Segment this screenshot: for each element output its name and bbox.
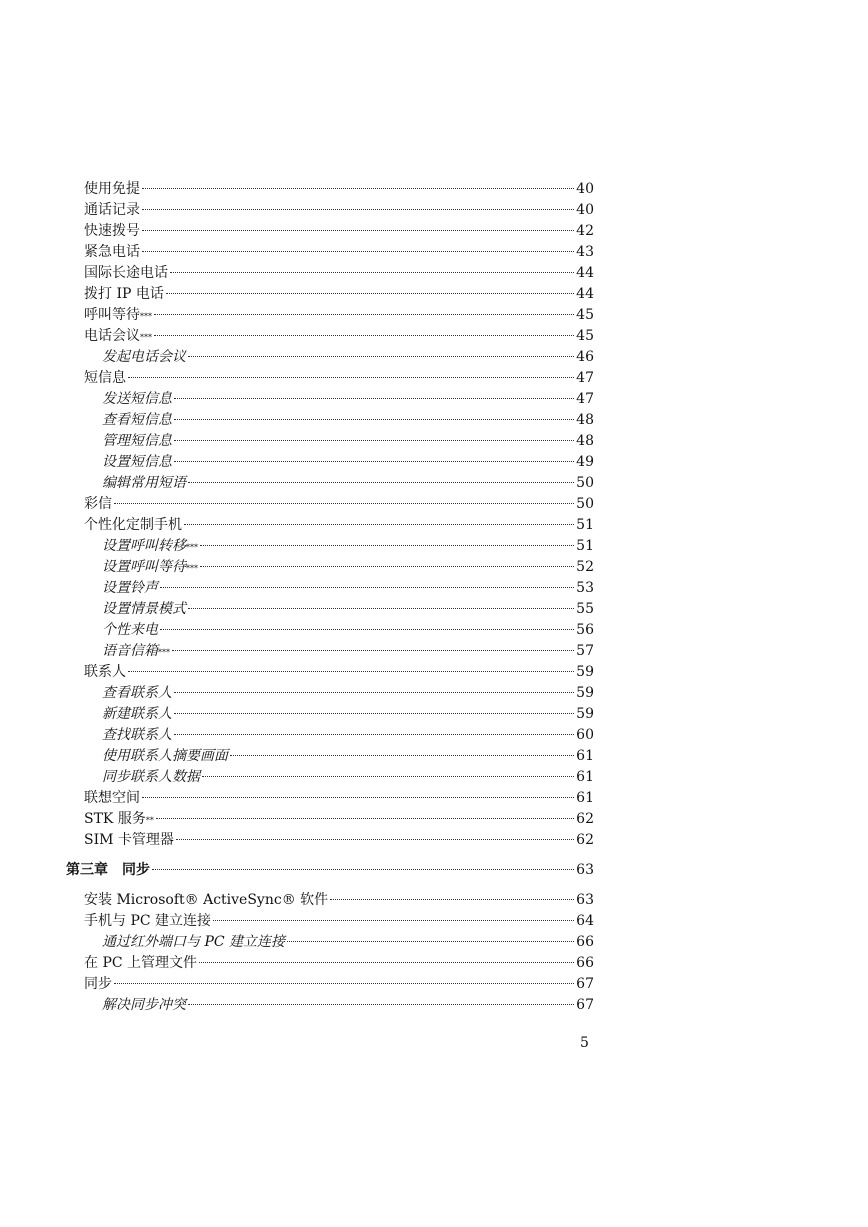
toc-entry-title: 通过红外端口与 PC 建立连接 <box>102 934 286 950</box>
toc-entry-page: 44 <box>576 265 594 281</box>
toc-entry[interactable]: 设置呼叫等待 *** 52 <box>66 557 594 578</box>
dot-leader <box>114 503 574 504</box>
toc-entry-page: 59 <box>576 664 594 680</box>
dot-leader <box>142 797 574 798</box>
toc-entry-page: 53 <box>576 580 594 596</box>
toc-entry-title: 管理短信息 <box>102 433 172 449</box>
toc-entry-title: 发起电话会议 <box>102 349 186 365</box>
toc-entry[interactable] <box>66 932 594 953</box>
toc-entry[interactable] <box>66 830 594 851</box>
toc-entry[interactable]: 设置呼叫转移 *** 51 <box>66 536 594 557</box>
toc-entry-page: 40 <box>576 202 594 218</box>
toc-entry[interactable]: STK 服务 ** 62 <box>66 809 594 830</box>
toc-entry-page: 62 <box>576 811 594 827</box>
dot-leader <box>166 293 574 294</box>
toc-entry-title: 解决同步冲突 <box>102 997 186 1013</box>
toc-entry[interactable] <box>66 683 594 704</box>
toc-entry[interactable] <box>66 410 594 431</box>
toc-entry[interactable] <box>66 599 594 620</box>
toc-entry-page: 57 <box>576 643 594 659</box>
dot-leader <box>154 314 574 315</box>
toc-entry[interactable] <box>66 911 594 932</box>
table-of-contents <box>66 179 594 1016</box>
dot-leader <box>188 482 574 483</box>
toc-entry-title: 紧急电话 <box>84 244 140 260</box>
toc-entry-title: 使用免提 <box>84 181 140 197</box>
dot-leader <box>154 335 574 336</box>
toc-entry-page: 49 <box>576 454 594 470</box>
toc-entry-title: 使用联系人摘要画面 <box>102 748 228 764</box>
toc-entry-title: 设置铃声 <box>102 580 158 596</box>
dot-leader <box>174 461 574 462</box>
toc-entry-page: 51 <box>576 538 594 554</box>
dot-leader <box>174 713 574 714</box>
dot-leader <box>230 755 574 756</box>
dot-leader <box>200 545 574 546</box>
toc-entry[interactable] <box>66 662 594 683</box>
toc-entry-page: 63 <box>576 892 594 908</box>
toc-entry-title: SIM 卡管理器 <box>84 832 174 848</box>
toc-entry-page: 66 <box>576 934 594 950</box>
toc-entry-page: 48 <box>576 433 594 449</box>
toc-entry-title: 联想空间 <box>84 790 140 806</box>
toc-entry-title: 通话记录 <box>84 202 140 218</box>
toc-entry[interactable] <box>66 890 594 911</box>
dot-leader <box>152 869 574 870</box>
toc-entry-title: 同步联系人数据 <box>102 769 200 785</box>
toc-entry[interactable] <box>66 179 594 200</box>
dot-leader <box>172 650 574 651</box>
toc-entry[interactable] <box>66 515 594 536</box>
toc-entry-page: 67 <box>576 997 594 1013</box>
dot-leader <box>142 230 574 231</box>
toc-entry[interactable]: 语音信箱 *** 57 <box>66 641 594 662</box>
dot-leader <box>174 440 574 441</box>
dot-leader <box>174 734 574 735</box>
toc-entry-title: 新建联系人 <box>102 706 172 722</box>
toc-entry-page: 46 <box>576 349 594 365</box>
dot-leader <box>199 962 574 963</box>
toc-entry[interactable] <box>66 473 594 494</box>
page-number: 5 <box>580 1035 589 1051</box>
toc-entry-page: 50 <box>576 496 594 512</box>
toc-entry-page: 48 <box>576 412 594 428</box>
dot-leader <box>287 941 574 942</box>
toc-entry-page: 51 <box>576 517 594 533</box>
dot-leader <box>188 356 574 357</box>
toc-entry[interactable] <box>66 389 594 410</box>
toc-entry[interactable] <box>66 788 594 809</box>
toc-entry-title: 手机与 PC 建立连接 <box>84 913 212 929</box>
toc-entry[interactable] <box>66 284 594 305</box>
toc-entry-title: 同步 <box>84 976 112 992</box>
toc-entry-page: 52 <box>576 559 594 575</box>
toc-entry-page: 56 <box>576 622 594 638</box>
toc-entry[interactable] <box>66 974 594 995</box>
dot-leader <box>142 251 574 252</box>
toc-entry[interactable] <box>66 452 594 473</box>
dot-leader <box>174 398 574 399</box>
toc-entry[interactable] <box>66 953 594 974</box>
toc-entry-page: 60 <box>576 727 594 743</box>
toc-entry-title: 拨打 IP 电话 <box>84 286 164 302</box>
toc-entry-title: 呼叫等待 <box>84 307 140 323</box>
toc-entry-title: 在 PC 上管理文件 <box>84 955 198 971</box>
toc-entry-page: 45 <box>576 307 594 323</box>
toc-entry[interactable] <box>66 578 594 599</box>
dot-leader <box>160 587 574 588</box>
toc-entry-title: 电话会议 <box>84 328 140 344</box>
toc-entry[interactable] <box>66 368 594 389</box>
dot-leader <box>188 1004 574 1005</box>
toc-entry[interactable] <box>66 746 594 767</box>
toc-entry-page: 61 <box>576 790 594 806</box>
toc-entry-title: 发送短信息 <box>102 391 172 407</box>
toc-entry[interactable] <box>66 263 594 284</box>
toc-entry-page: 47 <box>576 391 594 407</box>
toc-entry-title: 查找联系人 <box>102 727 172 743</box>
toc-entry-page: 44 <box>576 286 594 302</box>
dot-leader <box>170 272 574 273</box>
toc-entry-title: 设置短信息 <box>102 454 172 470</box>
toc-entry-title: 国际长途电话 <box>84 265 168 281</box>
toc-entry-title: 设置呼叫等待 <box>102 559 186 575</box>
toc-entry-title: 快速拨号 <box>84 223 140 239</box>
dot-leader <box>114 983 574 984</box>
toc-entry[interactable]: 电话会议 *** 45 <box>66 326 594 347</box>
toc-entry-page: 47 <box>576 370 594 386</box>
toc-entry-page: 55 <box>576 601 594 617</box>
toc-entry-page: 63 <box>576 862 594 878</box>
dot-leader <box>330 899 574 900</box>
toc-entry-page: 45 <box>576 328 594 344</box>
toc-entry-title: 彩信 <box>84 496 112 512</box>
toc-entry[interactable] <box>66 200 594 221</box>
dot-leader <box>142 209 574 210</box>
toc-entry-page: 50 <box>576 475 594 491</box>
dot-leader <box>174 419 574 420</box>
toc-entry-title: 联系人 <box>84 664 126 680</box>
toc-entry-page: 42 <box>576 223 594 239</box>
toc-entry-page: 66 <box>576 955 594 971</box>
dot-leader <box>213 920 574 921</box>
toc-entry[interactable] <box>66 725 594 746</box>
toc-entry[interactable] <box>66 431 594 452</box>
toc-entry-page: 61 <box>576 769 594 785</box>
toc-entry-title: 设置情景模式 <box>102 601 186 617</box>
dot-leader <box>188 608 574 609</box>
toc-entry-title: 语音信箱 <box>102 643 158 659</box>
toc-entry-page: 59 <box>576 706 594 722</box>
toc-entry[interactable] <box>66 620 594 641</box>
toc-entry-title: 短信息 <box>84 370 126 386</box>
toc-entry-page: 59 <box>576 685 594 701</box>
dot-leader <box>200 566 574 567</box>
toc-entry-title: 查看联系人 <box>102 685 172 701</box>
dot-leader <box>128 671 574 672</box>
dot-leader <box>160 629 574 630</box>
dot-leader <box>176 839 574 840</box>
dot-leader <box>202 776 574 777</box>
toc-entry-page: 43 <box>576 244 594 260</box>
toc-entry-title: 个性来电 <box>102 622 158 638</box>
toc-entry[interactable] <box>66 767 594 788</box>
dot-leader <box>174 692 574 693</box>
toc-entry-page: 62 <box>576 832 594 848</box>
toc-entry-title: 编辑常用短语 <box>102 475 186 491</box>
toc-entry-title: 个性化定制手机 <box>84 517 182 533</box>
toc-entry[interactable] <box>66 704 594 725</box>
toc-entry-title: STK 服务 <box>84 811 146 827</box>
toc-entry-page: 61 <box>576 748 594 764</box>
toc-entry-title: 安装 Microsoft® ActiveSync® 软件 <box>84 892 329 908</box>
toc-entry-title: 查看短信息 <box>102 412 172 428</box>
toc-entry[interactable]: 呼叫等待 *** 45 <box>66 305 594 326</box>
toc-entry[interactable] <box>66 347 594 368</box>
toc-entry-page: 64 <box>576 913 594 929</box>
dot-leader <box>184 524 574 525</box>
dot-leader <box>128 377 574 378</box>
toc-entry[interactable] <box>66 221 594 242</box>
toc-chapter-entry[interactable] <box>66 860 594 881</box>
toc-entry-page: 40 <box>576 181 594 197</box>
toc-entry[interactable] <box>66 242 594 263</box>
toc-entry-page: 67 <box>576 976 594 992</box>
dot-leader <box>142 188 574 189</box>
toc-entry-title: 设置呼叫转移 <box>102 538 186 554</box>
toc-entry[interactable] <box>66 995 594 1016</box>
toc-entry[interactable] <box>66 494 594 515</box>
dot-leader <box>156 818 574 819</box>
toc-entry-title: 第三章 同步 <box>66 862 150 878</box>
